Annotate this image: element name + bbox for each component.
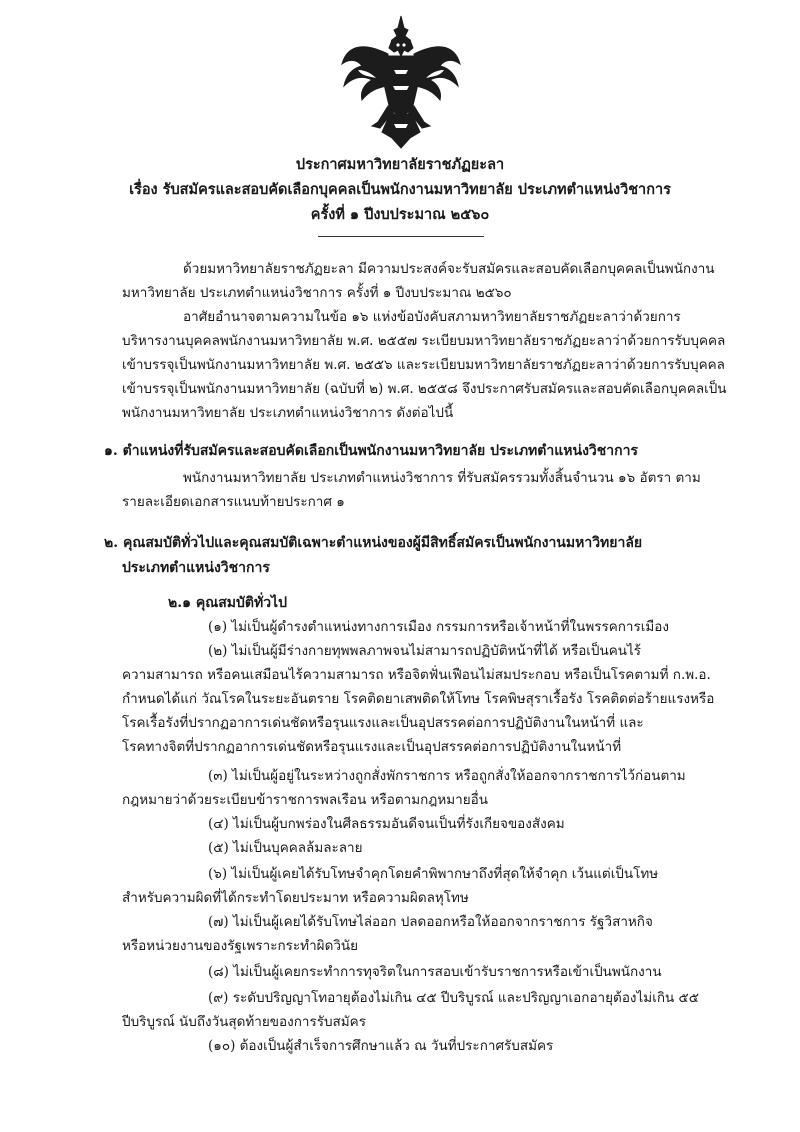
section-2-heading-line1: ๒. คุณสมบัติทั่วไปและคุณสมบัติเฉพาะตำแหน่งของผู้มีสิทธิ์สมัครเป็นพนักงานมหาวิทยาลัย — [104, 535, 643, 551]
title-divider — [318, 236, 484, 237]
qualification-item-7-line1: (๗) ไม่เป็นผู้เคยได้รับโทษไล่ออก ปลดออกหรือให้ออกจากราชการ รัฐวิสาหกิจ — [208, 914, 653, 930]
qualification-item-1: (๑) ไม่เป็นผู้ดำรงตำแหน่งทางการเมือง กรรมการหรือเจ้าหน้าที่ในพรรคการเมือง — [208, 619, 669, 635]
section-1-line1: พนักงานมหาวิทยาลัย ประเภทตำแหน่งวิชาการ ที่รับสมัครรวมทั้งสิ้นจำนวน ๑๖ อัตรา ตาม — [183, 470, 701, 486]
title-line-2: เรื่อง รับสมัครและสอบคัดเลือกบุคคลเป็นพนักงานมหาวิทยาลัย ประเภทตำแหน่งวิชาการ — [129, 181, 671, 198]
qualification-item-4: (๔) ไม่เป็นผู้บกพร่องในศีลธรรมอันดีจนเป็นที่รังเกียจของสังคม — [208, 816, 565, 832]
qualification-item-2-line2: ความสามารถ หรือคนเสมือนไร้ความสามารถ หรือจิตฟั่นเฟือนไม่สมประกอบ หรือเป็นโรคตามที่ ก.พ.อ. — [122, 667, 711, 683]
intro-p2-line5: พนักงานมหาวิทยาลัย ประเภทตำแหน่งวิชาการ ดังต่อไปนี้ — [122, 405, 454, 421]
intro-p1-line1: ด้วยมหาวิทยาลัยราชภัฏยะลา มีความประสงค์จะรับสมัครและสอบคัดเลือกบุคคลเป็นพนักงาน — [183, 261, 715, 277]
qualification-item-5: (๕) ไม่เป็นบุคคลล้มละลาย — [208, 840, 363, 856]
intro-p2-line2: บริหารงานบุคคลพนักงานมหาวิทยาลัย พ.ศ. ๒๕๕๗ ระเบียบมหาวิทยาลัยราชภัฏยะลาว่าด้วยการรับบุคคล — [122, 333, 726, 349]
qualification-item-2-line1: (๒) ไม่เป็นผู้มีร่างกายทุพพลภาพจนไม่สามารถปฏิบัติหน้าที่ได้ หรือเป็นคนไร้ — [208, 643, 642, 659]
qualification-item-3-line2: กฎหมายว่าด้วยระเบียบข้าราชการพลเรือน หรือตามกฎหมายอื่น — [122, 792, 488, 808]
section-1-heading: ๑. ตำแหน่งที่รับสมัครและสอบคัดเลือกเป็นพนักงานมหาวิทยาลัย ประเภทตำแหน่งวิชาการ — [104, 443, 638, 459]
qualification-item-2-line3: กำหนดได้แก่ วัณโรคในระยะอันตราย โรคติดยาเสพติดให้โทษ โรคพิษสุราเรื้อรัง โรคติดต่อร้ายแรงหรือ — [122, 691, 715, 707]
intro-p2-line4: เข้าบรรจุเป็นพนักงานมหาวิทยาลัย (ฉบับที่ ๒) พ.ศ. ๒๕๕๘ จึงประกาศรับสมัครและสอบคัดเลือกบุคคลเป็น — [122, 381, 727, 397]
garuda-emblem-icon — [338, 14, 464, 150]
announcement-title — [120, 152, 680, 227]
qualification-item-3-line1: (๓) ไม่เป็นผู้อยู่ในระหว่างถูกสั่งพักราชการ หรือถูกสั่งให้ออกจากราชการไว้ก่อนตาม — [208, 768, 686, 784]
intro-p2-line3: เข้าบรรจุเป็นพนักงานมหาวิทยาลัย พ.ศ. ๒๕๕๖ และระเบียบมหาวิทยาลัยราชภัฏยะลาว่าด้วยการรับบุคคล — [122, 357, 725, 373]
qualification-item-10: (๑๐) ต้องเป็นผู้สำเร็จการศึกษาแล้ว ณ วันที่ประกาศรับสมัคร — [208, 1038, 554, 1054]
intro-p1-line2: มหาวิทยาลัย ประเภทตำแหน่งวิชาการ ครั้งที่ ๑ ปีงบประมาณ ๒๕๖๐ — [122, 285, 512, 301]
section-2-heading-line2: ประเภทตำแหน่งวิชาการ — [122, 560, 270, 576]
qualification-item-9-line2: ปีบริบูรณ์ นับถึงวันสุดท้ายของการรับสมัคร — [122, 1014, 366, 1030]
title-line-1: ประกาศมหาวิทยาลัยราชภัฏยะลา — [295, 156, 505, 173]
qualification-item-2-line4: โรคเรื้อรังที่ปรากฏอาการเด่นชัดหรือรุนแรงและเป็นอุปสรรคต่อการปฏิบัติงานในหน้าที่ และ — [122, 715, 644, 731]
qualification-item-7-line2: หรือหน่วยงานของรัฐเพราะกระทำผิดวินัย — [122, 938, 359, 954]
qualification-item-6-line2: สำหรับความผิดที่ได้กระทำโดยประมาท หรือความผิดลหุโทษ — [122, 890, 469, 906]
qualification-item-6-line1: (๖) ไม่เป็นผู้เคยได้รับโทษจำคุกโดยคำพิพากษาถึงที่สุดให้จำคุก เว้นแต่เป็นโทษ — [208, 866, 659, 882]
qualification-item-2-line5: โรคทางจิตที่ปรากฏอาการเด่นชัดหรือรุนแรงและเป็นอุปสรรคต่อการปฏิบัติงานในหน้าที่ — [122, 739, 622, 755]
section-2-1-heading: ๒.๑ คุณสมบัติทั่วไป — [168, 595, 287, 611]
title-line-3: ครั้งที่ ๑ ปีงบประมาณ ๒๕๖๐ — [310, 206, 490, 223]
qualification-item-9-line1: (๙) ระดับปริญญาโทอายุต้องไม่เกิน ๔๕ ปีบริบูรณ์ และปริญญาเอกอายุต้องไม่เกิน ๕๕ — [208, 990, 699, 1006]
qualification-item-8: (๘) ไม่เป็นผู้เคยกระทำการทุจริตในการสอบเข้ารับราชการหรือเข้าเป็นพนักงาน — [208, 964, 662, 980]
intro-p2-line1: อาศัยอำนาจตามความในข้อ ๑๖ แห่งข้อบังคับสภามหาวิทยาลัยราชภัฏยะลาว่าด้วยการ — [183, 309, 681, 325]
section-1-line2: รายละเอียดเอกสารแนบท้ายประกาศ ๑ — [122, 494, 345, 510]
